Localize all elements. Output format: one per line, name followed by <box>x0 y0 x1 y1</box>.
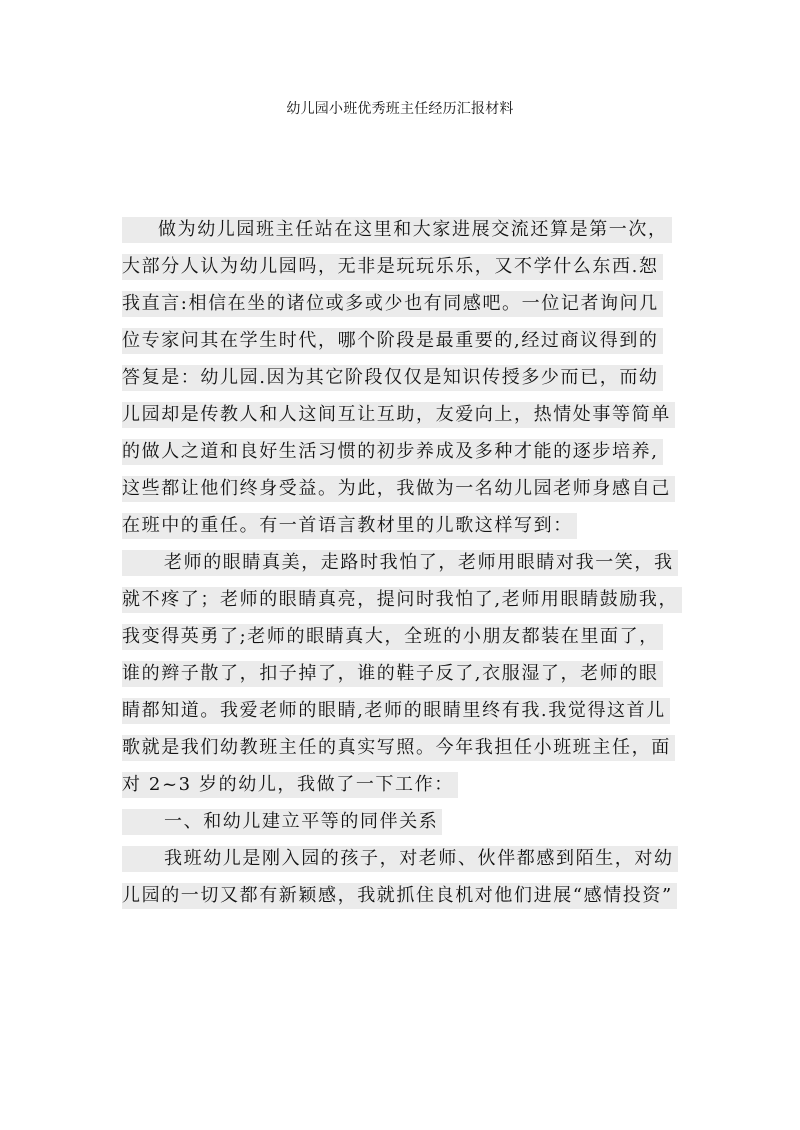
section-heading <box>122 806 692 843</box>
line-text: 一、和幼儿建立平等的同伴关系 <box>122 809 442 835</box>
paragraph-line <box>122 695 692 732</box>
line-text: 位专家问其在学生时代，哪个阶段是最重要的,经过商议得到的 <box>122 328 663 354</box>
line-text: 老师的眼睛真美，走路时我怕了，老师用眼睛对我一笑，我 <box>122 550 678 576</box>
paragraph-line <box>122 288 692 325</box>
paragraph-line <box>122 214 692 251</box>
paragraph-line <box>122 399 692 436</box>
paragraph-line <box>122 732 692 769</box>
paragraph-line <box>122 621 692 658</box>
line-text: 儿园的一切又都有新颖感，我就抓住良机对他们进展“感情投资” <box>122 883 677 909</box>
line-text: 谁的辫子散了，扣子掉了，谁的鞋子反了,衣服湿了，老师的眼 <box>122 661 663 687</box>
line-text: 对 2~3 岁的幼儿，我做了一下工作： <box>122 772 458 798</box>
paragraph-line <box>122 880 692 917</box>
line-text: 歌就是我们幼教班主任的真实写照。今年我担任小班班主任，面 <box>122 735 675 761</box>
line-text: 睛都知道。我爱老师的眼睛,老师的眼睛里终有我.我觉得这首儿 <box>122 698 670 724</box>
paragraph-line <box>122 436 692 473</box>
paragraph-line <box>122 584 692 621</box>
paragraph-line <box>122 325 692 362</box>
line-text: 这些都让他们终身受益。为此，我做为一名幼儿园老师身感自己 <box>122 476 675 502</box>
paragraph-line <box>122 251 692 288</box>
line-text: 我班幼儿是刚入园的孩子，对老师、伙伴都感到陌生，对幼 <box>122 846 678 872</box>
line-text: 就不疼了；老师的眼睛真亮，提问时我怕了,老师用眼睛鼓励我， <box>122 587 682 613</box>
document-title: 幼儿园小班优秀班主任经历汇报材料 <box>286 101 514 117</box>
line-text: 做为幼儿园班主任站在这里和大家进展交流还算是第一次， <box>122 217 672 243</box>
line-text: 答复是：幼儿园.因为其它阶段仅仅是知识传授多少而已，而幼 <box>122 365 663 391</box>
paragraph-line <box>122 510 692 547</box>
paragraph-line <box>122 658 692 695</box>
paragraph-line <box>122 843 692 880</box>
line-text: 我变得英勇了;老师的眼睛真大，全班的小朋友都装在里面了， <box>122 624 663 650</box>
paragraph-line <box>122 547 692 584</box>
line-text: 的做人之道和良好生活习惯的初步养成及多种才能的逐步培养, <box>122 439 663 465</box>
paragraph-line <box>122 473 692 510</box>
line-text: 在班中的重任。有一首语言教材里的儿歌这样写到： <box>122 513 577 539</box>
line-text: 大部分人认为幼儿园吗，无非是玩玩乐乐，又不学什么东西.恕 <box>122 254 663 280</box>
paragraph-line <box>122 769 692 806</box>
line-text: 我直言:相信在坐的诸位或多或少也有同感吧。一位记者询问几 <box>122 291 663 317</box>
line-text: 儿园却是传教人和人这间互让互助，友爱向上，热情处事等简单 <box>122 402 675 428</box>
paragraph-line <box>122 362 692 399</box>
document-body <box>122 214 692 917</box>
